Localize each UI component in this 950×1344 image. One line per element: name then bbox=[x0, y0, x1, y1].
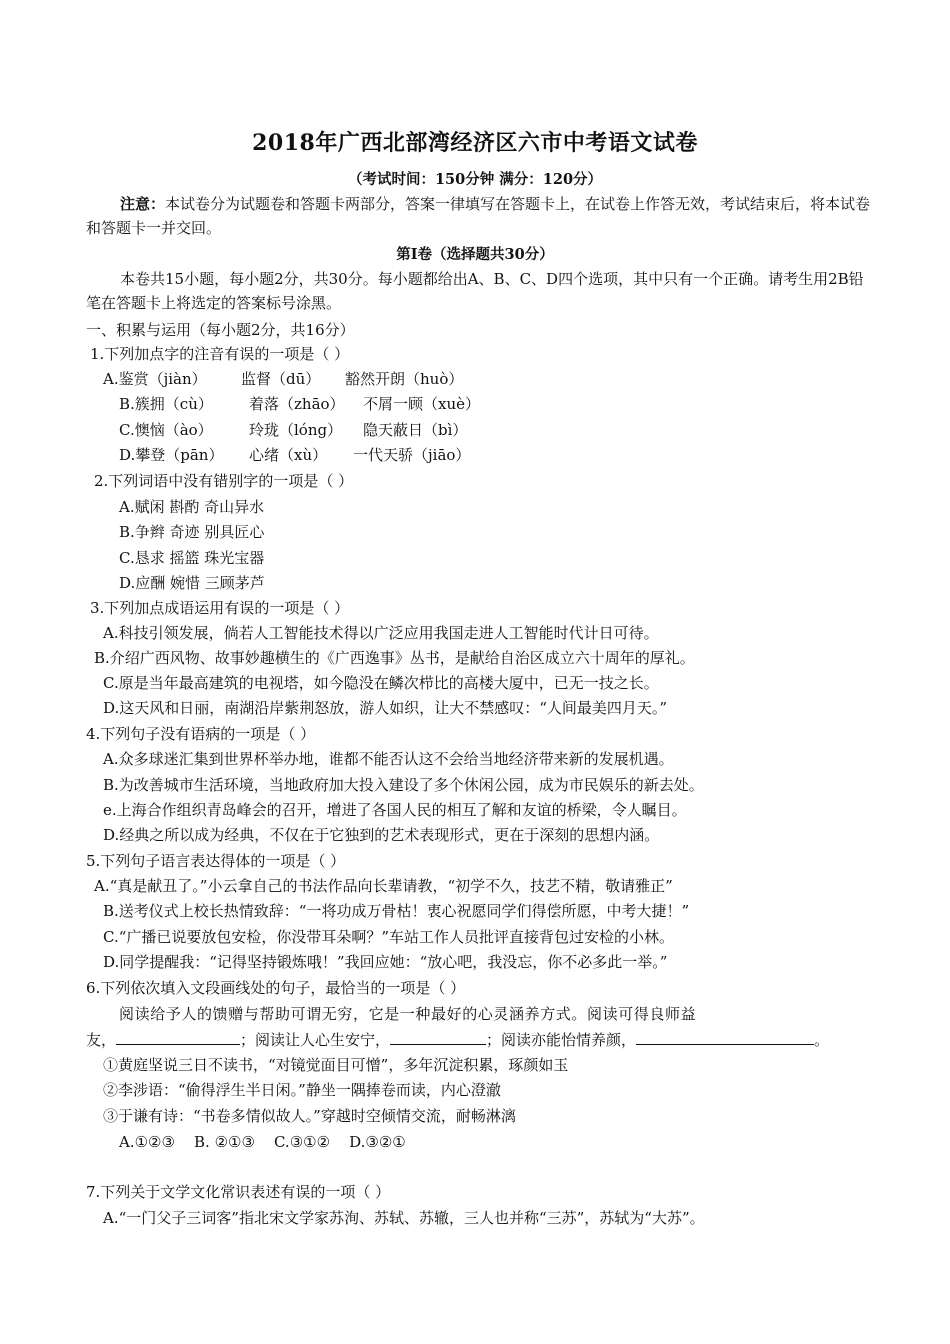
q5-option-b: B.送考仪式上校长热情致辞：“一将功成万骨枯！衷心祝愿同学们得偿所愿，中考大捷！” bbox=[103, 902, 690, 920]
q2-stem: 2.下列词语中没有错别字的一项是（ ） bbox=[94, 472, 354, 490]
section-title: 第Ⅰ卷（选择题共30分） bbox=[396, 246, 554, 263]
q1-stem: 1.下列加点字的注音有误的一项是（ ） bbox=[90, 345, 350, 363]
q3-option-a: A.科技引领发展，倘若人工智能技术得以广泛应用我国走进人工智能时代计日可待。 bbox=[103, 624, 659, 642]
q4-option-c: e.上海合作组织青岛峰会的召开，增进了各国人民的相互了解和友谊的桥梁，令人瞩目。 bbox=[103, 801, 687, 819]
q5-option-a: A.“真是献丑了。”小云拿自己的书法作品向长辈请教，“初学不久，技艺不精，敬请雅正” bbox=[94, 877, 673, 895]
q1-c-1: C.懊恼（ào） bbox=[119, 421, 213, 439]
q6-passage-line1: 阅读给予人的馈赠与帮助可谓无穷，它是一种最好的心灵涵养方式。阅读可得良师益 bbox=[119, 1005, 697, 1023]
q4-option-d: D.经典之所以成为经典，不仅在于它独到的艺术表现形式，更在于深刻的思想内涵。 bbox=[103, 826, 660, 844]
q1-d-3: 一代天骄（jiāo） bbox=[353, 446, 471, 464]
exam-title: 2018年广西北部湾经济区六市中考语文试卷 bbox=[252, 130, 698, 156]
q1-b-2: 着落（zhāo） bbox=[249, 395, 345, 413]
q1-c-3: 隐天蔽日（bì） bbox=[363, 421, 468, 439]
q3-stem: 3.下列加点成语运用有误的一项是（ ） bbox=[90, 599, 350, 617]
q1-d-2: 心绪（xù） bbox=[249, 446, 328, 464]
notice bbox=[86, 192, 876, 240]
q6-p2-c: ；阅读亦能怡情养颜， bbox=[486, 1031, 637, 1049]
q1-d-1: D.攀登（pān） bbox=[119, 446, 224, 464]
q6-blank-2 bbox=[390, 1028, 486, 1045]
section-rule: 本卷共15小题，每小题2分，共30分。每小题都给出A、B、C、D四个选项，其中只有一个正确。请考生用2B铅笔在答题卡上将选定的答案标号涂黑。 bbox=[86, 270, 864, 312]
q6-passage-line2 bbox=[86, 1028, 829, 1052]
q6-sentence-1: ①黄庭坚说三日不读书，“对镜觉面目可憎”，多年沉淀积累，琢颜如玉 bbox=[103, 1056, 569, 1074]
q1-b-1: B.簇拥（cù） bbox=[119, 395, 213, 413]
q6-p2-d: 。 bbox=[814, 1031, 830, 1049]
q2-option-d: D.应酬 婉惜 三顾茅芦 bbox=[119, 574, 265, 592]
q1-option-b bbox=[119, 392, 480, 416]
q5-option-d: D.同学提醒我：“记得坚持锻炼哦！”我回应她：“放心吧，我没忘，你不必多此一举。” bbox=[103, 953, 668, 971]
q6-p2-b: ；阅读让人心生安宁， bbox=[240, 1031, 391, 1049]
q4-stem: 4.下列句子没有语病的一项是（ ） bbox=[86, 725, 316, 743]
q3-option-c: C.原是当年最高建筑的电视塔，如今隐没在鳞次栉比的高楼大厦中，已无一技之长。 bbox=[103, 674, 659, 692]
q6-p2-a: 友， bbox=[86, 1031, 117, 1049]
q6-sentence-3: ③于谦有诗：“书卷多情似故人。”穿越时空倾情交流，耐畅淋漓 bbox=[103, 1107, 516, 1125]
q6-blank-1 bbox=[116, 1028, 240, 1045]
exam-subtitle: （考试时间：150分钟 满分：120分） bbox=[347, 171, 603, 188]
q5-stem: 5.下列句子语言表达得体的一项是（ ） bbox=[86, 852, 346, 870]
q1-option-a bbox=[103, 367, 463, 391]
q6-blank-3 bbox=[636, 1028, 814, 1045]
notice-label: 注意： bbox=[120, 195, 166, 213]
part-heading: 一、积累与运用（每小题2分，共16分） bbox=[86, 321, 355, 339]
q2-option-b: B.争辫 奇迹 别具匠心 bbox=[119, 523, 265, 541]
q1-a-3: 豁然开朗（huò） bbox=[345, 370, 464, 388]
q4-option-a: A.众多球迷汇集到世界杯举办地，谁都不能否认这不会给当地经济带来新的发展机遇。 bbox=[103, 750, 674, 768]
q7-stem: 7.下列关于文学文化常识表述有误的一项（ ） bbox=[86, 1183, 391, 1201]
q2-option-a: A.赋闲 斟酌 奇山异水 bbox=[119, 498, 265, 516]
q1-option-c bbox=[119, 418, 467, 442]
q1-c-2: 玲珑（lóng） bbox=[249, 421, 343, 439]
q1-a-2: 监督（dū） bbox=[241, 370, 321, 388]
q4-option-b: B.为改善城市生活环境，当地政府加大投入建设了多个休闲公园，成为市民娱乐的新去处。 bbox=[103, 776, 704, 794]
q2-option-c: C.恳求 摇篮 珠光宝器 bbox=[119, 549, 265, 567]
notice-text: 本试卷分为试题卷和答题卡两部分，答案一律填写在答题卡上，在试卷上作答无效，考试结束后，将本试卷和答题卡一并交回。 bbox=[86, 195, 871, 237]
q6-stem: 6.下列依次填入文段画线处的句子，最恰当的一项是（ ） bbox=[86, 979, 466, 997]
q3-option-d: D.这天风和日丽，南湖沿岸紫荆怒放，游人如织，让大不禁感叹：“人间最美四月天。” bbox=[103, 699, 668, 717]
q1-option-d bbox=[119, 443, 470, 467]
q1-a-1: A.鉴赏（jiàn） bbox=[103, 370, 207, 388]
q3-option-b: B.介绍广西风物、故事妙趣横生的《广西逸事》丛书，是献给自治区成立六十周年的厚礼。 bbox=[94, 649, 695, 667]
q6-choices: A.①②③ B. ②①③ C.③①② D.③②① bbox=[119, 1133, 406, 1151]
q5-option-c: C.“广播已说要放包安检，你没带耳朵啊？”车站工作人员批评直接背包过安检的小林。 bbox=[103, 928, 675, 946]
q1-b-3: 不屑一顾（xuè） bbox=[363, 395, 480, 413]
q6-sentence-2: ②李涉语：“偷得浮生半日闲。”静坐一隅捧卷而读，内心澄澈 bbox=[103, 1081, 501, 1099]
q7-option-a: A.“一门父子三词客”指北宋文学家苏洵、苏轼、苏辙，三人也并称“三苏”，苏轼为“大苏”。 bbox=[103, 1209, 705, 1227]
